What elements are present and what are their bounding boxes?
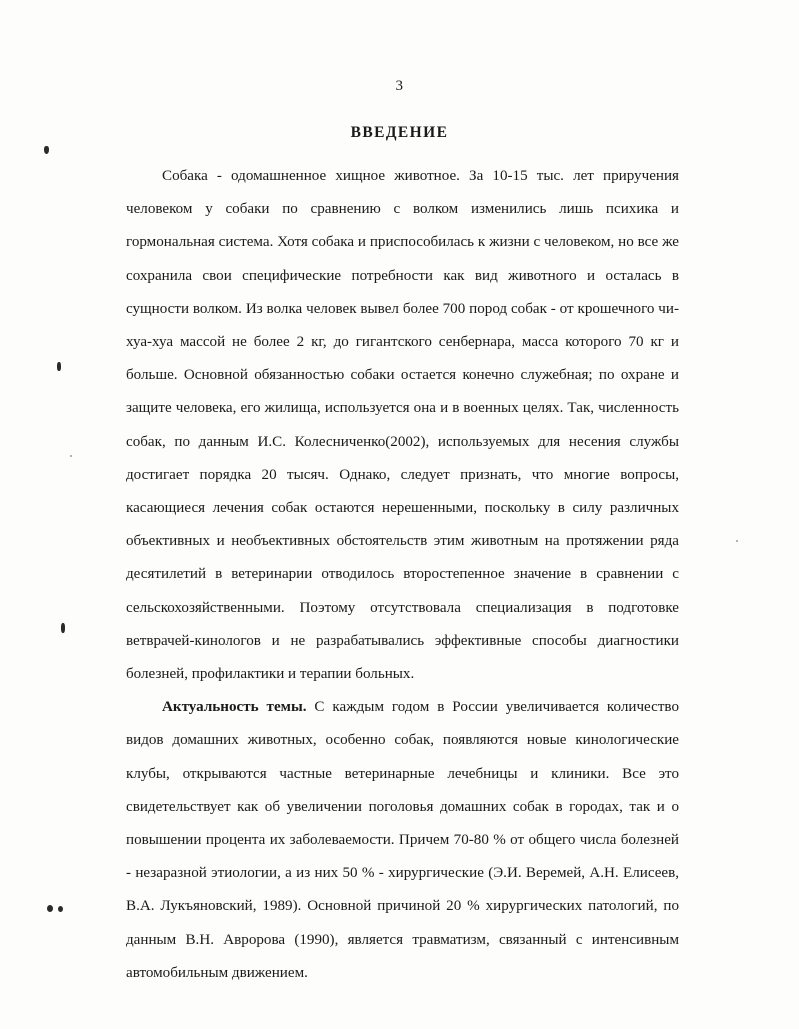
page-number: 3 <box>395 78 404 94</box>
relevance-paragraph-lead: Актуальность темы. <box>162 699 307 716</box>
ink-mark <box>58 906 63 912</box>
document-body <box>126 160 679 990</box>
ink-mark <box>61 623 65 633</box>
scan-speck <box>70 455 72 457</box>
intro-paragraph-text: Собака - одомашненное хищное животное. За 10-15 тыс. лет приручения человеком у собаки по сравнению с волком изменились лишь психика и гормональная система. Хотя собака и приспособилась к жизни с человеком, но все же сохранила свои специфические потребности как вид животного и осталась в сущности волком. Из волка человек вывел более 700 пород собак - от крошечного чи-хуа-хуа массой не более 2 кг, до гигантского сенбернара, масса которого 70 кг и больше. Основной обязанностью собаки остается конечно служебная; по охране и защите человека, его жилища, используется она и в военных целях. Так, численность собак, по данным И.С. Колесниченко(2002), используемых для несения службы достигает порядка 20 тысяч. Однако, следует признать, что многие вопросы, касающиеся лечения собак остаются нерешенными, поскольку в силу различных объективных и необъективных обстоятельств этим животным на протяжении ряда десятилетий в ветеринарии отводилось второстепенное значение в сравнении с сельскохозяйственными. Поэтому отсутствовала специализация в подготовке ветврачей-кинологов и не разрабатывались эффективные способы диагностики болезней, профилактики и терапии больных. <box>126 168 679 683</box>
scan-speck <box>736 540 738 542</box>
relevance-paragraph-text: С каждым годом в России увеличивается количество видов домашних животных, особенно собак, появляются новые кинологические клубы, открываются частные ветеринарные лечебницы и клиники. Все это свидетельствует как об увеличении поголовья домашних собак в городах, так и о повышении процента их заболеваемости. Причем 70-80 % от общего числа болезней - незаразной этиологии, а из них 50 % - хирургические (Э.И. Веремей, А.Н. Елисеев, В.А. Лукъяновский, 1989). Основной причиной 20 % хирургических патологий, по данным В.Н. Авророва (1990), является травматизм, связанный с интенсивным автомобильным движением. <box>126 699 679 981</box>
ink-mark <box>47 905 53 912</box>
relevance-paragraph <box>126 691 679 990</box>
intro-paragraph <box>126 160 679 691</box>
ink-mark <box>44 146 49 154</box>
section-heading: ВВЕДЕНИЕ <box>350 124 449 141</box>
ink-mark <box>57 362 61 371</box>
